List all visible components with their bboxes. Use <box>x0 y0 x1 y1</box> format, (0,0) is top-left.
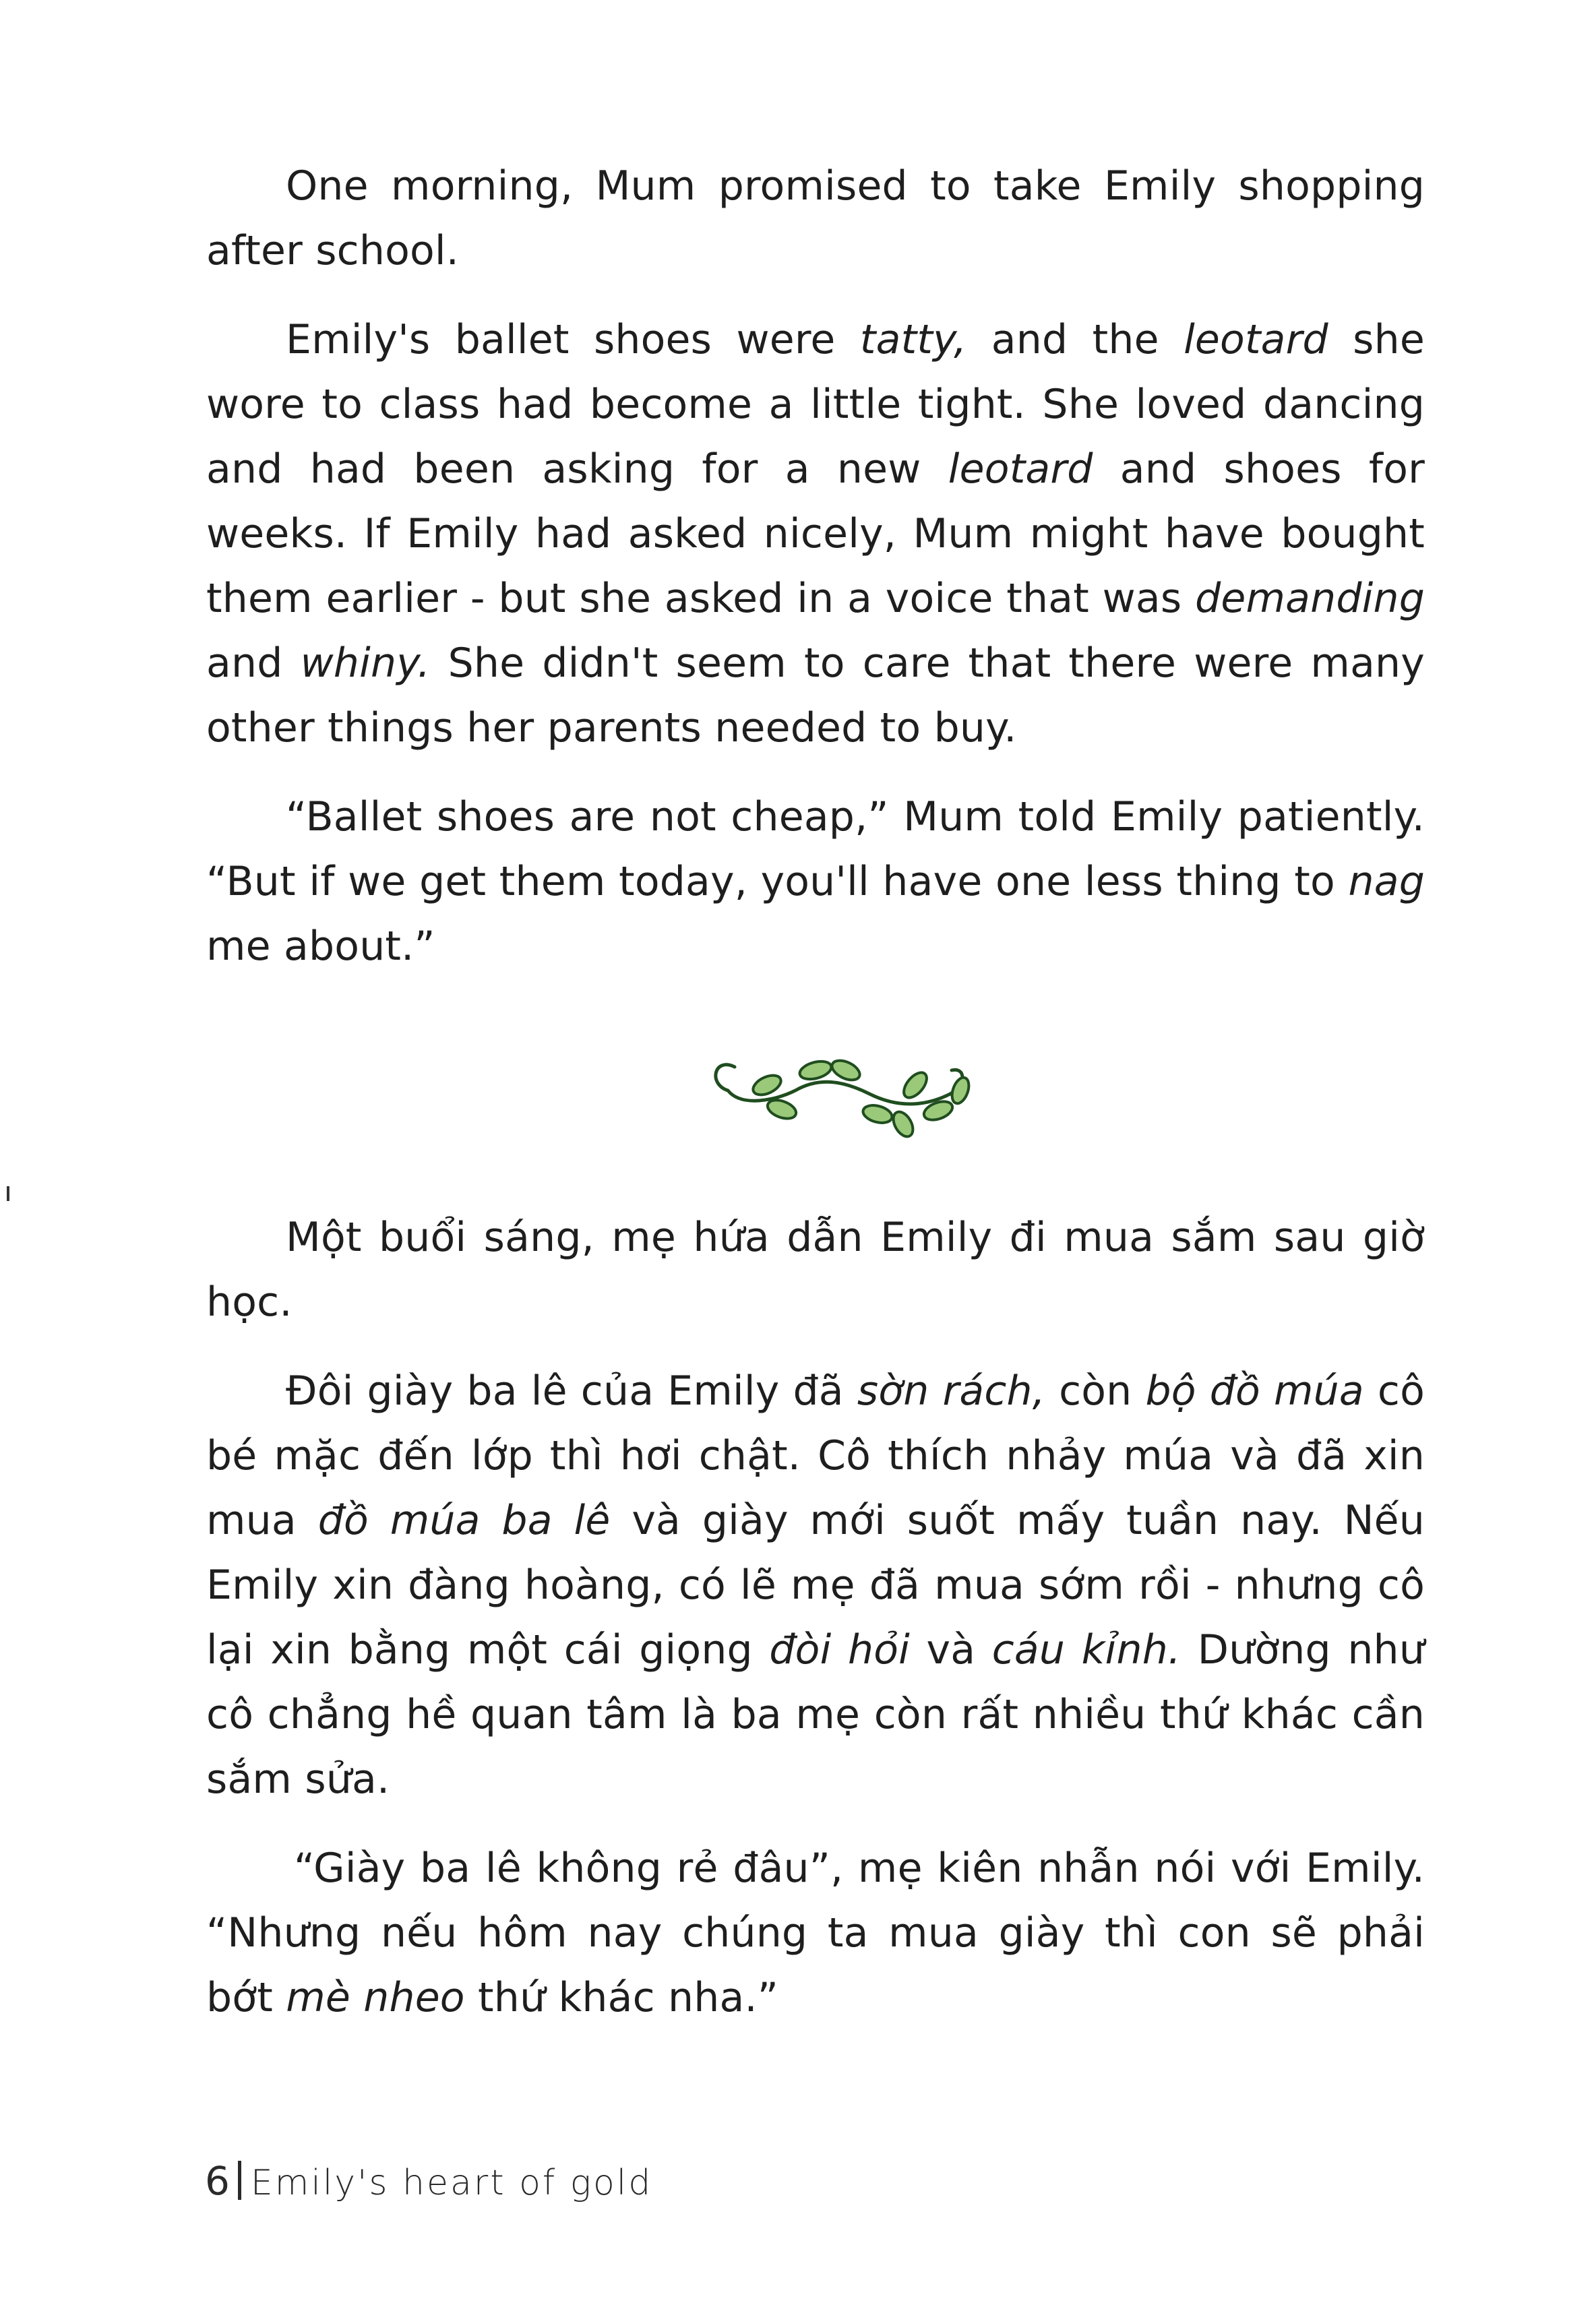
vine-leaf <box>949 1075 972 1105</box>
text-run: and shoes for weeks. If Emily had asked nicely, Mum might have bought them earlier - but she asked in a voice that was <box>206 445 1425 622</box>
vine-leaf <box>798 1058 834 1082</box>
vietnamese-paragraph-1-text: Một buổi sáng, mẹ hứa dẫn Emily đi mua sắm sau giờ học. <box>206 1214 1425 1326</box>
vietnamese-text-section <box>206 1205 1425 2054</box>
vine-leaf <box>890 1109 917 1140</box>
text-run: Emily's ballet shoes were <box>286 316 860 363</box>
text-run: và <box>909 1626 992 1673</box>
english-paragraph-1-text: One morning, Mum promised to take Emily shopping after school. <box>206 162 1425 274</box>
vine-leaf <box>750 1072 784 1099</box>
text-run: and <box>206 640 301 687</box>
vietnamese-paragraph-3 <box>206 1836 1425 2030</box>
leafy-vine-icon <box>701 1043 984 1144</box>
italic-word: mè nheo <box>286 1974 465 2021</box>
text-run: “Ballet shoes are not cheap,” Mum told Emily patiently. “But if we get them today, you'll have one less thing to <box>206 793 1425 905</box>
vietnamese-paragraph-1 <box>206 1205 1425 1334</box>
italic-word: tatty, <box>859 316 967 363</box>
book-title: Emily's heart of gold <box>250 2163 653 2203</box>
english-paragraph-2 <box>206 307 1425 760</box>
page-footer <box>205 2154 652 2210</box>
english-paragraph-1 <box>206 154 1425 283</box>
margin-mark <box>7 1186 9 1201</box>
text-run: còn <box>1045 1367 1146 1415</box>
vietnamese-paragraph-2 <box>206 1359 1425 1812</box>
text-run: “Giày ba lê không rẻ đâu”, mẹ kiên nhẫn nói với Emily. “Nhưng nếu hôm nay chúng ta mua giày thì con sẽ phải bớt <box>206 1845 1425 2021</box>
text-run: cô bé mặc đến lớp thì hơi chật. Cô thích nhảy múa và đã xin mua <box>206 1367 1425 1544</box>
italic-word: nag <box>1348 858 1425 905</box>
vine-leaf <box>829 1057 863 1084</box>
vine-leaf <box>861 1103 894 1126</box>
italic-word: leotard <box>1184 316 1328 363</box>
text-run: Đôi giày ba lê của Emily đã <box>286 1367 857 1415</box>
vine-leaf <box>765 1097 799 1122</box>
text-run: và giày mới suốt mấy tuần nay. Nếu Emily xin đàng hoàng, có lẽ mẹ đã mua sớm rồi - nhưng cô lại xin bằng một cái giọng <box>206 1497 1425 1673</box>
text-run: she wore to class had become a little tight. She loved dancing and had been asking for a new <box>206 316 1425 493</box>
italic-word: whiny. <box>300 640 431 687</box>
italic-word: sờn rách, <box>857 1367 1046 1415</box>
italic-word: bộ đồ múa <box>1145 1367 1364 1415</box>
italic-word: leotard <box>948 445 1093 493</box>
text-run: She didn't seem to care that there were many other things her parents needed to buy. <box>206 640 1425 751</box>
italic-word: cáu kỉnh. <box>991 1626 1181 1673</box>
english-paragraph-3 <box>206 785 1425 979</box>
text-run: thứ khác nha.” <box>464 1974 779 2021</box>
text-run: Dường như cô chẳng hề quan tâm là ba mẹ còn rất nhiều thứ khác cần sắm sửa. <box>206 1626 1425 1803</box>
text-run: me about.” <box>206 923 435 970</box>
page-number: 6 <box>205 2158 230 2204</box>
vine-leaf <box>900 1068 931 1101</box>
italic-word: đồ múa ba lê <box>317 1497 611 1544</box>
italic-word: đòi hỏi <box>769 1626 910 1673</box>
text-run: and the <box>966 316 1184 363</box>
footer-divider <box>238 2161 241 2200</box>
italic-word: demanding <box>1195 575 1425 622</box>
english-text-section <box>206 154 1425 1003</box>
